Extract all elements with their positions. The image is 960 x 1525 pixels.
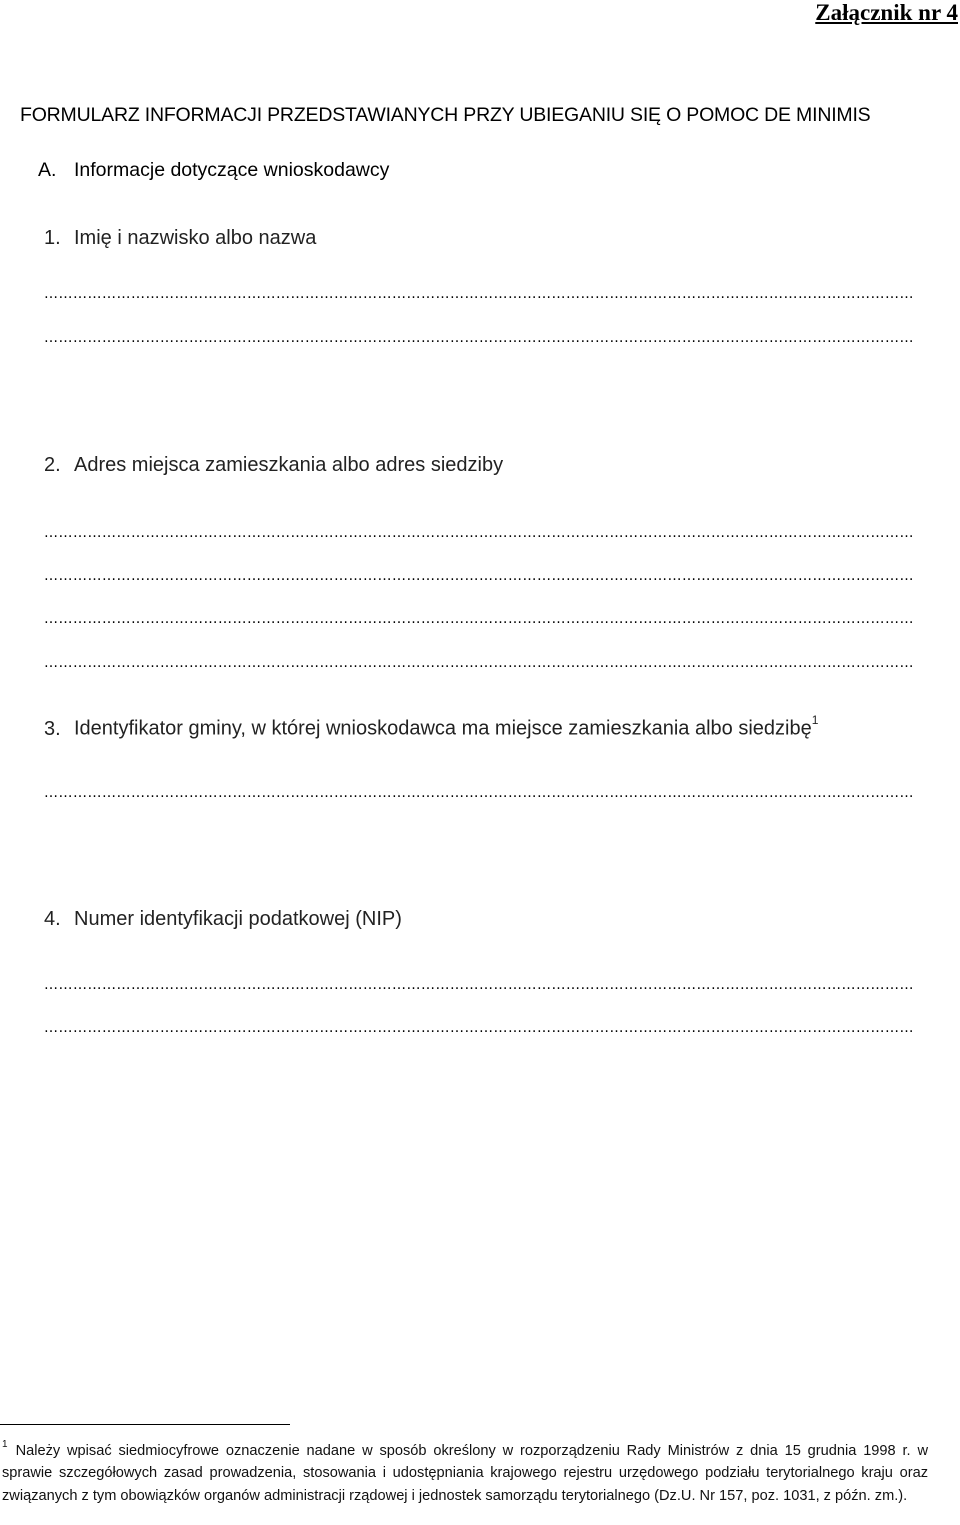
address-fill-line[interactable]: ………………………………………………………………………………………………………………………………………………………………	[44, 525, 914, 541]
nip-fill-line[interactable]: ………………………………………………………………………………………………………………………………………………………………	[44, 977, 914, 993]
nip-fill-line[interactable]: ………………………………………………………………………………………………………………………………………………………………	[44, 1020, 914, 1036]
item-nip-label	[44, 908, 402, 931]
section-title: Informacje dotyczące wnioskodawcy	[74, 159, 390, 181]
item-address-label	[44, 454, 503, 477]
name-fill-line[interactable]: ………………………………………………………………………………………………………………………………………………………………	[44, 330, 914, 346]
address-fill-line[interactable]: ………………………………………………………………………………………………………………………………………………………………	[44, 655, 914, 671]
item-number: 1.	[44, 227, 61, 249]
item-number: 2.	[44, 454, 61, 476]
section-heading	[38, 159, 389, 182]
item-number: 4.	[44, 908, 61, 930]
footnote-separator	[0, 1424, 290, 1425]
section-number: A.	[38, 159, 57, 181]
annex-label: Załącznik nr 4	[815, 0, 958, 25]
footnote	[2, 1436, 928, 1507]
footnote-marker: 1	[2, 1439, 8, 1450]
item-label: Imię i nazwisko albo nazwa	[74, 227, 317, 249]
name-fill-line[interactable]: ………………………………………………………………………………………………………………………………………………………………	[44, 286, 914, 302]
item-number: 3.	[44, 717, 61, 740]
address-fill-line[interactable]: ………………………………………………………………………………………………………………………………………………………………	[44, 568, 914, 584]
form-title: FORMULARZ INFORMACJI PRZEDSTAWIANYCH PRZY UBIEGANIU SIĘ O POMOC DE MINIMIS	[20, 104, 871, 126]
footnote-ref: 1	[811, 713, 819, 727]
item-name-label	[44, 227, 316, 250]
footnote-text: Należy wpisać siedmiocyfrowe oznaczenie nadane w sposób określony w rozporządzeniu Rady Ministrów z dnia 15 grudnia 1998 r. w sprawie szczegółowych zasad prowadzenia, stosowania i udostępniania krajowego rejestru urzędowego podziału terytorialnego kraju oraz związanych z tym obowiązków organów administracji rządowej i jednostek samorządu terytorialnego (Dz.U. Nr 157, poz. 1031, z późn. zm.).	[2, 1442, 928, 1504]
item-label: Adres miejsca zamieszkania albo adres siedziby	[74, 454, 504, 476]
item-label: Numer identyfikacji podatkowej (NIP)	[74, 908, 402, 930]
item-label: Identyfikator gminy, w której wnioskodawca ma miejsce zamieszkania albo siedzibę	[74, 717, 812, 740]
address-fill-line[interactable]: ………………………………………………………………………………………………………………………………………………………………	[44, 611, 914, 627]
item-municipality-label	[44, 713, 819, 741]
municipality-fill-line[interactable]: ………………………………………………………………………………………………………………………………………………………………	[44, 785, 914, 801]
